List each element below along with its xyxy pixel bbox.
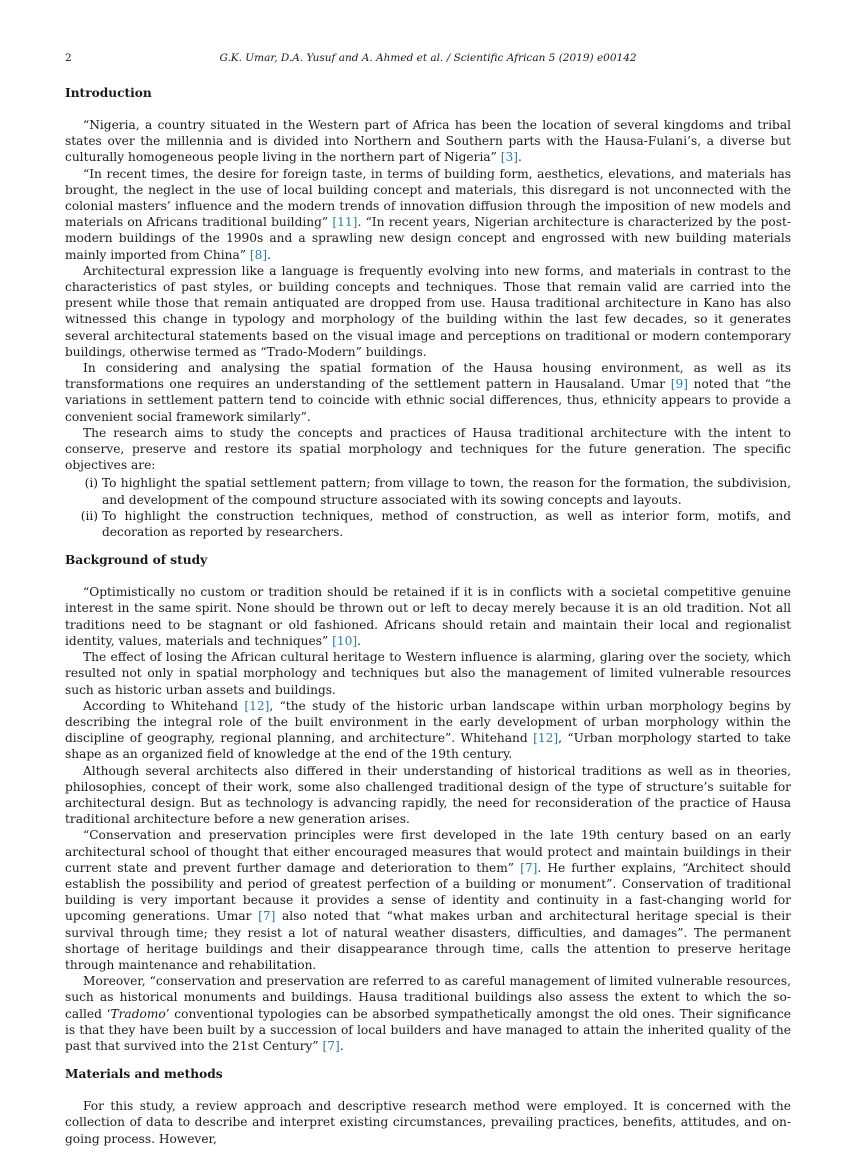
citation-link[interactable]: [3] bbox=[500, 150, 518, 165]
methods-body bbox=[65, 1098, 791, 1147]
background-body bbox=[65, 584, 791, 1054]
citation-link[interactable]: [7] bbox=[258, 909, 276, 924]
paragraph: Although several architects also differed in their understanding of historical traditions as well as in theories, philosophies, concept of their work, some also challenged traditional design of the type of structure’s suitable for architectural design. But as technology is advancing rapidly, the need for reconsideration of the practice of Hausa traditional architecture before a new generation arises. bbox=[65, 763, 791, 827]
paragraph: Moreover, “conservation and preservation are referred to as careful management of limited vulnerable resources, such as historical monuments and buildings. Hausa traditional buildings also assess the extent to which the so-called ‘Tradomo’ conventional typologies can be absorbed sympathetically amongst the old ones. Their significance is that they have been built by a succession of local builders and have managed to attain the inherited quality of the past that survived into the 21st Century” [7]. bbox=[65, 974, 791, 1053]
introduction-body bbox=[65, 117, 791, 540]
page-number: 2 bbox=[65, 52, 72, 64]
emphasis-text: Tradomo bbox=[110, 1006, 166, 1021]
citation-link[interactable]: [12] bbox=[533, 731, 559, 746]
page-header bbox=[65, 52, 791, 68]
citation-link[interactable]: [12] bbox=[244, 698, 270, 713]
citation-link[interactable]: [7] bbox=[520, 860, 538, 875]
paragraph: In considering and analysing the spatial formation of the Hausa housing environment, as well as its transformations one requires an understanding of the settlement pattern in Hausaland. Umar [9] noted that “the variations in settlement pattern tend to coincide with ethnic social differences, thus, ethnicity appears to provide a convenient social framework similarly”. bbox=[65, 361, 791, 424]
citation-link[interactable]: [10] bbox=[332, 633, 358, 648]
section-heading-background: Background of study bbox=[65, 553, 208, 568]
section-heading-methods: Materials and methods bbox=[65, 1067, 223, 1082]
objectives-list bbox=[65, 475, 791, 540]
section-heading-introduction: Introduction bbox=[65, 86, 152, 100]
paragraph: “Conservation and preservation principles were first developed in the late 19th century based on an early architectural school of thought that either encouraged measures that would protect and maintain buildings in their current state and prevent further damage and deterioration to them” [7]. He further explains, “Architect should establish the possibility and period of greatest perfection of a building or monument”. Conservation of traditional building is very important because it provides a sense of identity and continuity in a fast-changing world for upcoming generations. Umar [7] also noted that “what makes urban and architectural heritage special is their survival through time; they resist a lot of natural weather disasters, difficulties, and damages”. The permanent shortage of heritage buildings and their disappearance through time, calls the attention to preserve heritage through maintenance and rehabilitation. bbox=[65, 828, 791, 972]
citation-link[interactable]: [8] bbox=[249, 247, 268, 262]
list-item-number: (i) bbox=[84, 476, 98, 491]
citation-link[interactable]: [7] bbox=[322, 1038, 340, 1053]
list-item bbox=[65, 475, 791, 507]
citation-link[interactable]: [9] bbox=[670, 377, 688, 392]
paragraph: “In recent times, the desire for foreign taste, in terms of building form, aesthetics, elevations, and materials has brought, the neglect in the use of local building concept and materials, this disregard is not unconnected with the colonial masters’ influence and the modern trends of innovation diffusion through the imposition of new models and materials on Africans traditional building” [11]. “In recent years, Nigerian architecture is characterized by the post-modern buildings of the 1990s and a sprawling new design concept and engrossed with new building materials mainly imported from China” [8]. bbox=[65, 166, 791, 262]
list-item-text: To highlight the spatial settlement pattern; from village to town, the reason for the formation, the subdivision, and development of the compound structure associated with its sowing concepts and layouts. bbox=[102, 476, 791, 507]
paragraph: According to Whitehand [12], “the study of the historic urban landscape within urban morphology begins by describing the integral role of the built environment in the early development of urban morphology within the discipline of geography, regional planning, and architecture”. Whitehand [12], “Urban morphology started to take shape as an organized field of knowledge at the end of the 19th century. bbox=[65, 698, 791, 762]
paragraph: The research aims to study the concepts and practices of Hausa traditional architecture with the intent to conserve, preserve and restore its spatial morphology and techniques for the future generation. The specific objectives are: bbox=[65, 425, 791, 473]
citation-link[interactable]: [11] bbox=[332, 215, 358, 230]
paragraph: “Optimistically no custom or tradition should be retained if it is in conflicts with a societal competitive genuine interest in the same spirit. None should be thrown out or left to decay merely because it is an old tradition. Not all traditions need to be stagnant or old fashioned. Africans should retain and maintain their local and regionalist identity, values, materials and techniques” [10]. bbox=[65, 585, 791, 648]
running-head: G.K. Umar, D.A. Yusuf and A. Ahmed et al. / Scientific African 5 (2019) e00142 bbox=[219, 52, 637, 64]
paragraph: For this study, a review approach and descriptive research method were employed. It is concerned with the collection of data to describe and interpret existing circumstances, prevailing practices, benefits, attitudes, and on-going process. However, bbox=[65, 1099, 791, 1146]
list-item-number: (ii) bbox=[80, 508, 98, 523]
article-page bbox=[65, 52, 791, 1147]
paragraph: The effect of losing the African cultural heritage to Western influence is alarming, glaring over the society, which resulted not only in spatial morphology and techniques but also the management of limited vulnerable resources such as historic urban assets and buildings. bbox=[65, 650, 791, 697]
paragraph: “Nigeria, a country situated in the Western part of Africa has been the location of several kingdoms and tribal states over the millennia and is divided into Northern and Southern parts with the Hausa-Fulani’s, a diverse but culturally homogeneous people living in the northern part of Nigeria” [3]. bbox=[65, 118, 791, 165]
paragraph: Architectural expression like a language is frequently evolving into new forms, and materials in contrast to the characteristics of past styles, or building concepts and techniques. Those that remain valid are carried into the present while those that remain antiquated are dropped from use. Hausa traditional architecture in Kano has also witnessed this change in typology and morphology of the building within the last few decades, so it generates several architectural statements based on the visual image and perceptions on traditional or modern contemporary buildings, otherwise termed as “Trado-Modern” buildings. bbox=[65, 263, 791, 359]
list-item bbox=[65, 508, 791, 540]
list-item-text: To highlight the construction techniques, method of construction, as well as interior form, motifs, and decoration as reported by researchers. bbox=[102, 508, 791, 540]
